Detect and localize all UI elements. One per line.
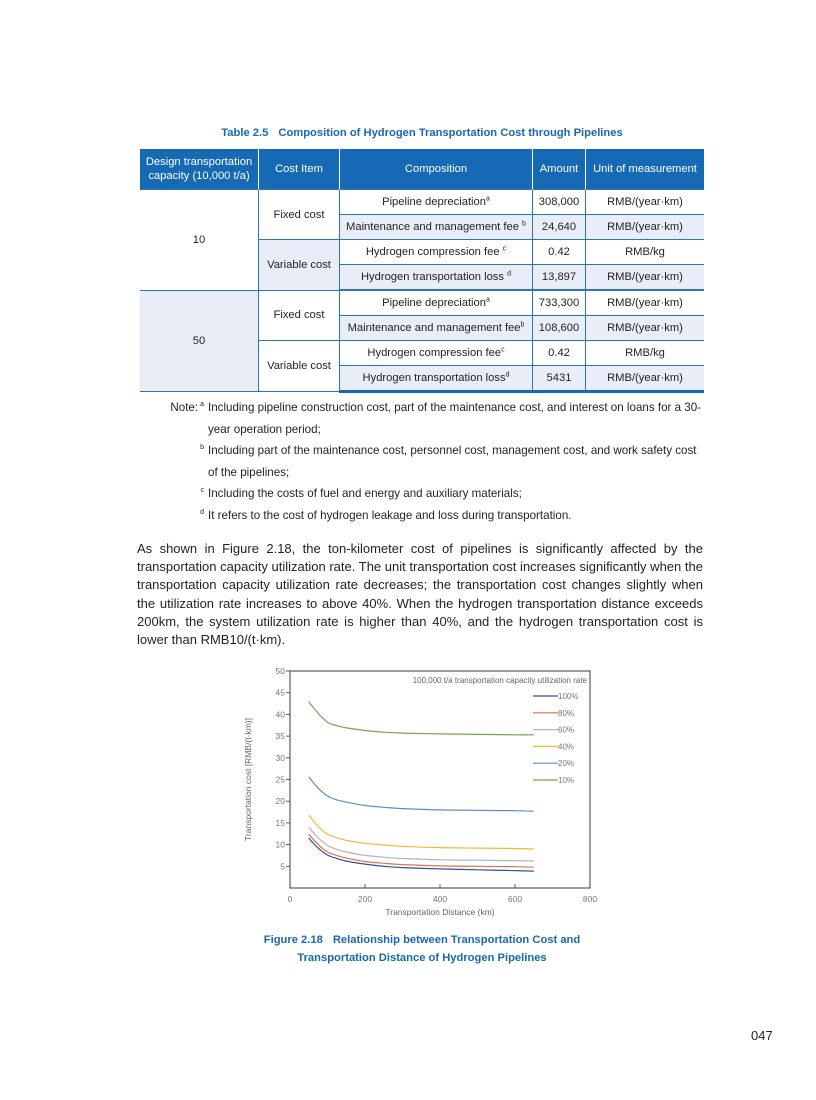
figure-number: Figure 2.18 [263, 934, 323, 946]
note-text: Including part of the maintenance cost, personnel cost, management cost, and work safety cost of the pipelines; [208, 444, 697, 479]
y-axis-label: Transportation cost [RMB/(t·km)] [243, 718, 253, 841]
table-notes [160, 397, 705, 526]
y-tick-label: 20 [275, 796, 285, 807]
amount-cell: 24,640 [533, 215, 586, 240]
header-cost-item: Cost Item [259, 149, 340, 190]
cost-table [140, 149, 704, 393]
legend-label: 10% [558, 776, 575, 785]
series-line-20pct [309, 777, 534, 811]
y-tick-label: 40 [275, 709, 285, 720]
series-line-60pct [309, 827, 534, 861]
table-title [140, 127, 704, 139]
table-caption: Composition of Hydrogen Transportation Cost through Pipelines [278, 127, 623, 139]
header-composition: Composition [340, 149, 533, 190]
table-header-row [140, 149, 704, 190]
footnote-mark: c [501, 346, 505, 354]
header-unit: Unit of measurement [586, 149, 705, 190]
unit-cell: RMB/(year·km) [586, 265, 705, 291]
capacity-cell: 50 [140, 290, 259, 392]
x-tick-label: 400 [432, 894, 448, 904]
legend-label: 40% [558, 742, 575, 752]
capacity-cell: 10 [140, 190, 259, 291]
y-tick-label: 50 [275, 666, 285, 676]
amount-cell: 733,300 [533, 290, 586, 316]
note-text: Including the costs of fuel and energy and auxiliary materials; [208, 487, 522, 500]
figure-caption-line1: Relationship between Transportation Cost and [332, 934, 581, 946]
note-text: Including pipeline construction cost, part of the maintenance cost, and interest on loans for a 30-year operation period; [208, 401, 702, 436]
x-tick-label: 800 [582, 894, 598, 904]
footnote-mark: d [505, 371, 510, 379]
note-text: It refers to the cost of hydrogen leakage and loss during transportation. [208, 508, 572, 522]
composition-cell: Maintenance and management fee $^b$ [340, 215, 533, 240]
note-mark: d [200, 508, 204, 516]
note-item [160, 483, 705, 505]
composition-cell: Hydrogen compression fee$^c$ [340, 341, 533, 366]
amount-cell: 13,897 [533, 265, 586, 291]
cost-item-cell: Fixed cost [259, 290, 340, 341]
unit-cell: RMB/kg [586, 341, 705, 366]
composition-cell: Hydrogen compression fee $^c$ [340, 240, 533, 265]
legend-label: 20% [558, 759, 575, 769]
footnote-mark: a [485, 195, 490, 203]
table-number: Table 2.5 [221, 127, 269, 139]
table-row [140, 190, 704, 215]
footnote-mark: b [522, 220, 526, 228]
footnote-mark: d [507, 270, 512, 278]
note-item [160, 505, 705, 527]
cost-item-cell: Variable cost [259, 341, 340, 392]
footnote-mark: b [520, 321, 525, 329]
unit-cell: RMB/kg [586, 240, 705, 265]
y-tick-label: 45 [275, 687, 285, 698]
note-item [160, 440, 705, 483]
cost-item-cell: Variable cost [259, 240, 340, 291]
series-line-40pct [309, 815, 534, 849]
x-tick-label: 200 [357, 894, 373, 904]
unit-cell: RMB/(year·km) [586, 316, 705, 341]
note-mark: a [200, 401, 204, 409]
unit-cell: RMB/(year·km) [586, 190, 705, 215]
footnote-mark: c [502, 245, 507, 253]
amount-cell: 308,000 [533, 190, 586, 215]
cost-item-cell: Fixed cost [259, 190, 340, 240]
series-line-10pct [309, 702, 534, 735]
composition-cell: Pipeline depreciation$^a$ [340, 190, 533, 215]
y-tick-label: 5 [280, 861, 285, 872]
y-tick-label: 15 [275, 817, 285, 828]
y-tick-label: 10 [275, 839, 285, 850]
body-paragraph: As shown in Figure 2.18, the ton-kilometer cost of pipelines is significantly affected by the transportation capacity utilization rate. The unit transportation cost increases significantly when the transportation capacity utilization rate decreases; the transportation cost changes slightly when the utilization rate increases to above 40%. When the hydrogen transportation distance exceeds 200km, the system utilization rate is higher than 40%, and the hydrogen transportation cost is lower than RMB10/(t·km). [137, 541, 703, 648]
unit-cell: RMB/(year·km) [586, 290, 705, 316]
figure-caption-line2: Transportation Distance of Hydrogen Pipelines [297, 952, 547, 964]
x-tick-label: 600 [507, 894, 523, 904]
note-mark: b [200, 444, 204, 452]
header-capacity: Design transportation capacity (10,000 t/a) [140, 149, 259, 190]
legend-label: 60% [558, 725, 575, 735]
y-tick-label: 25 [275, 774, 285, 785]
amount-cell: 0.42 [533, 240, 586, 265]
amount-cell: 5431 [533, 366, 586, 392]
composition-cell: Hydrogen transportation loss$^d$ [340, 366, 533, 392]
note-mark: c [200, 487, 204, 495]
x-tick-label: 0 [287, 894, 293, 904]
y-tick-label: 35 [275, 731, 285, 742]
header-amount: Amount [533, 149, 586, 190]
amount-cell: 108,600 [533, 316, 586, 341]
y-tick-label: 30 [275, 752, 285, 763]
x-axis-label: Transportation Distance (km) [385, 907, 495, 917]
unit-cell: RMB/(year·km) [586, 366, 705, 392]
legend-title: 100,000 t/a transportation capacity utilization rate [412, 676, 587, 685]
page-number: 047 [751, 1028, 773, 1043]
amount-cell: 0.42 [533, 341, 586, 366]
table-row [140, 290, 704, 316]
note-prefix: Note: [170, 401, 199, 414]
composition-cell: Pipeline depreciation$^a$ [340, 290, 533, 316]
note-item [160, 397, 705, 440]
composition-cell: Hydrogen transportation loss $^d$ [340, 265, 533, 291]
footnote-mark: a [485, 296, 490, 304]
cost-distance-chart [230, 660, 620, 922]
figure-caption [220, 931, 624, 967]
unit-cell: RMB/(year·km) [586, 215, 705, 240]
legend-label: 100% [558, 692, 579, 701]
legend-label: 80% [558, 708, 575, 718]
composition-cell: Maintenance and management fee$^b$ [340, 316, 533, 341]
